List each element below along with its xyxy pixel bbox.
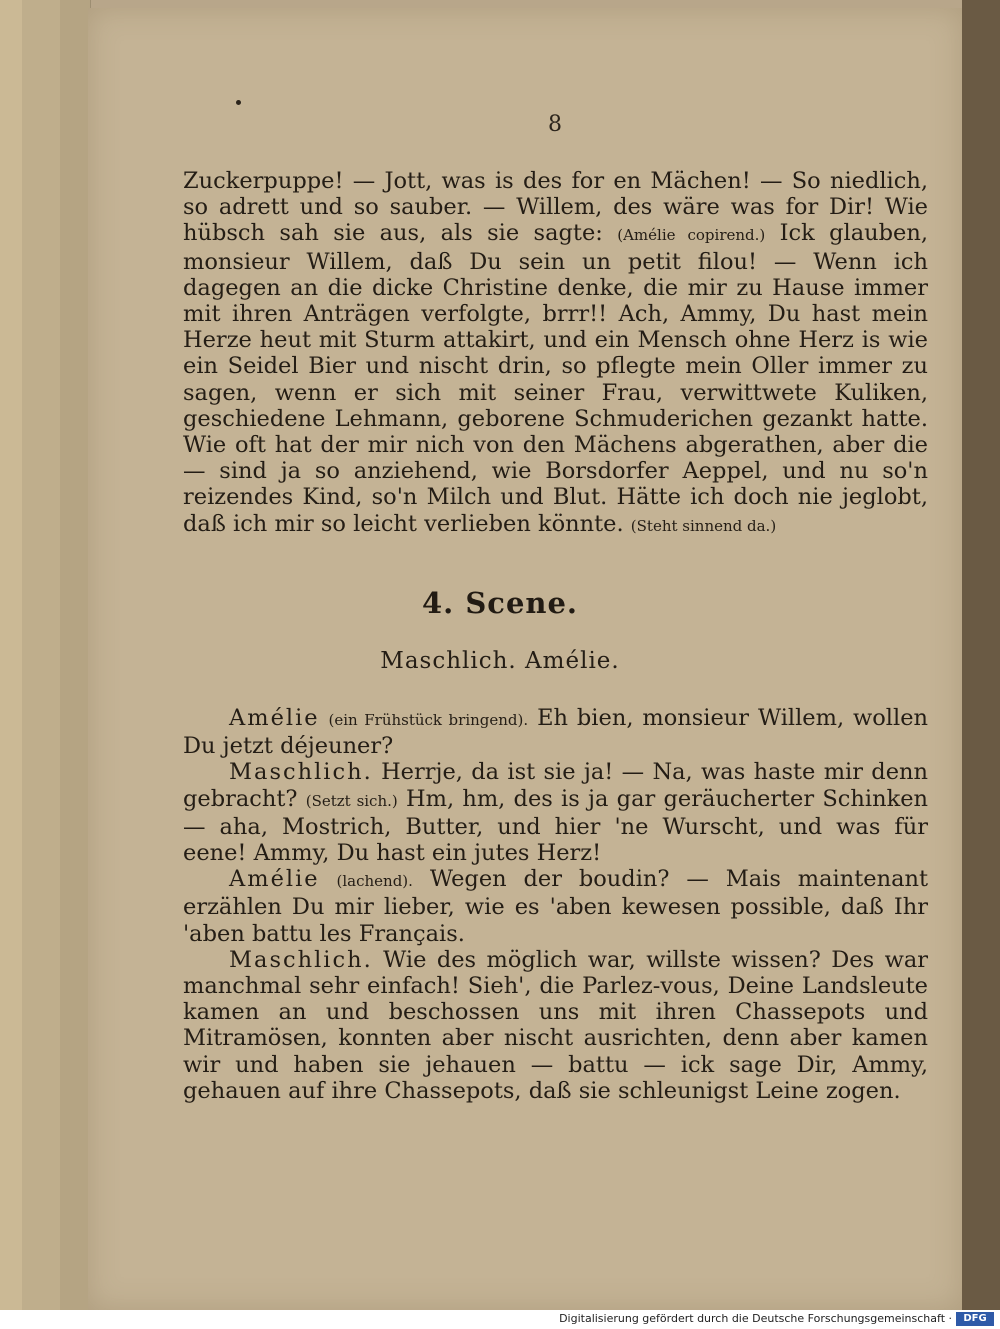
funding-credit: Digitalisierung gefördert durch die Deutsche Forschungsgemeinschaft · (559, 1312, 952, 1325)
speaker-name: Amélie (229, 705, 320, 731)
dialogue-text: Eh bien, monsieur Willem, wollen Du jetzt déjeuner? (183, 705, 929, 760)
speaker-name: Maschlich. (229, 759, 373, 786)
dialogue-text: Wie des möglich war, willste wissen? Des war manchmal sehr einfach! Sieh', die Parlez-vous, Deine Landsleute kamen an und beschossen uns mit ihren Chassepots und Mitramösen, konnten aber nischt ausrichten, denn aber kamen wir und haben sie jehauen — battu — ick sage Dir, Ammy, gehauen auf ihre Chassepots, daß sie schleunigst Leine zogen. (183, 946, 928, 1104)
speaker-name: Maschlich. (229, 946, 373, 973)
dialogue-text: Wegen der boudin? — Mais maintenant erzählen Du mir lieber, wie es 'aben kewesen possible, daß Ihr 'aben battu les Français. (183, 866, 929, 947)
dialogue-line (183, 866, 928, 947)
stage-direction-end: (Steht sinnend da.) (630, 516, 777, 535)
dialogue-line (183, 947, 928, 1104)
monologue-text: Zuckerpuppe! — Jott, was is des for en Mächen! — So niedlich, so adrett und so sauber. — Willem, des wäre was for Dir! Wie hübsch sah sie aus, als sie sagte: (183, 168, 928, 247)
dialogue-line (183, 759, 928, 866)
stage-direction: (Amélie copirend.) (617, 226, 766, 245)
page-number: 8 (548, 112, 562, 137)
dialogue-text: Herrje, da ist sie ja! — Na, was haste mir denn gebracht? (183, 759, 929, 812)
ink-spot (236, 100, 241, 105)
dialogue-text-cont: Hm, hm, des is ja gar geräucherter Schinken — aha, Mostrich, Butter, und hier 'ne Wurscht, und was für eene! Ammy, Du hast ein jutes Herz! (183, 785, 929, 867)
dfg-logo: DFG (956, 1312, 994, 1326)
dialogue-line (183, 705, 928, 759)
stage-direction: (ein Frühstück bringend). (328, 711, 529, 729)
monologue-text-cont: Ick glauben, monsieur Willem, daß Du sein un petit filou! — Wenn ich dagegen an die dicke Christine denke, die mir zu Hause immer mit ihren Anträgen verfolgte, brrr!! Ach, Ammy, Du hast mein Herze heut mit Sturm attakirt, und ein Mensch ohne Herz is wie ein Seidel Bier und nischt drin, so pflegte mein Oller immer zu sagen, wenn er sich mit seiner Frau, verwittwete Kuliken, geschiedene Lehmann, geborene Schmuderichen gezankt hatte. Wie oft hat der mir nich von den Mächens abgerathen, aber die — sind ja so anziehend, wie Borsdorfer Aeppel, und nu so'n reizendes Kind, so'n Milch und Blut. Hätte ich doch nie jeglobt, daß ich mir so leicht verlieben könnte. (183, 220, 928, 537)
dialogue-block (183, 705, 928, 1104)
scene-heading: 4. Scene. (421, 586, 579, 620)
speaker-name: Amélie (229, 866, 320, 893)
footer-bar (0, 1310, 1000, 1329)
stage-direction: (Setzt sich.) (305, 791, 398, 810)
stage-direction: (lachend). (336, 872, 413, 891)
monologue-block (183, 168, 928, 539)
scene-persons: Maschlich. Amélie. (380, 648, 620, 674)
